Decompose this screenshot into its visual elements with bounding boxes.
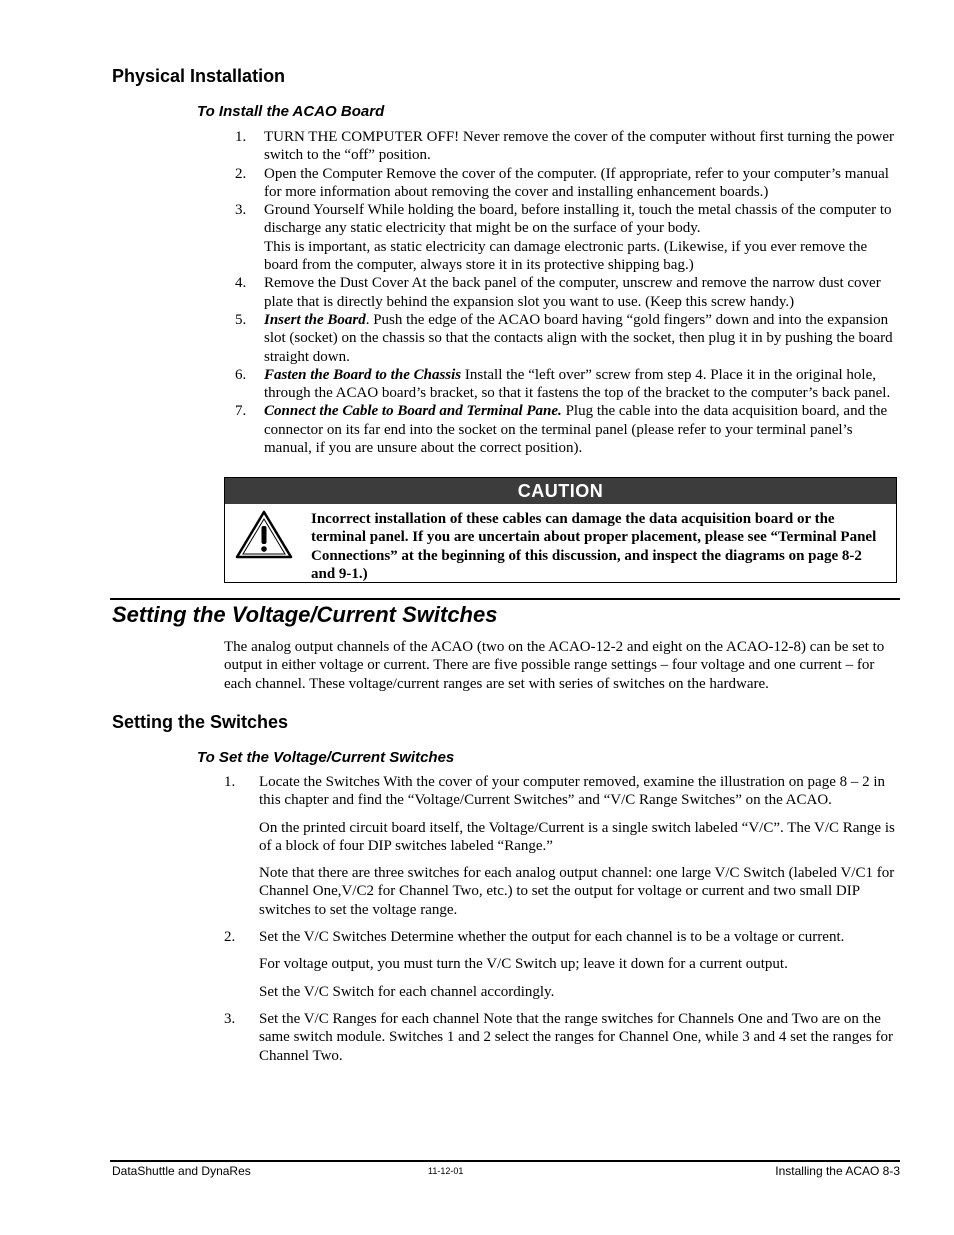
caution-text: Incorrect installation of these cables can damage the data acquisition board or the terminal panel. If you are uncertain about proper placement, please see “Terminal Panel Connections” at the beginning of this discussion, and inspect the diagrams on page 8-2 and 9-1.) — [311, 511, 877, 582]
step-lead: Fasten the Board to the Chassis — [264, 366, 462, 383]
step-number: 1. — [235, 129, 247, 145]
step-paragraph: For voltage output, you must turn the V/C Switch up; leave it down for a current output. — [259, 956, 788, 973]
list-item — [235, 274, 900, 311]
section-divider — [110, 598, 900, 600]
list-item — [235, 366, 900, 403]
step-number: 3. — [224, 1010, 236, 1027]
caution-title: CAUTION — [225, 478, 896, 504]
step-paragraph: Locate the Switches With the cover of your computer removed, examine the illustration on page 8 – 2 in this chapter and find the “Voltage/Current Switches” and “V/C Range Switches” on the ACAO. — [259, 774, 886, 809]
install-steps-list — [235, 128, 900, 457]
warning-triangle-icon — [235, 510, 293, 560]
list-item — [235, 311, 900, 366]
step-lead: Insert the Board — [264, 311, 366, 328]
step-paragraph: Set the V/C Switches Determine whether the output for each channel is to be a voltage or current. — [259, 929, 845, 946]
footer-divider — [110, 1160, 900, 1162]
list-item — [224, 1010, 900, 1074]
step-text: Open the Computer Remove the cover of the computer. (If appropriate, refer to your computer’s manual for more information about removing the cover and installing enhancement boards.) — [264, 165, 889, 200]
intro-paragraph: The analog output channels of the ACAO (two on the ACAO-12-2 and eight on the ACAO-12-8) can be set to output in either voltage or current. There are five possible range settings – four voltage and one current – for each channel. These voltage/current ranges are set with series of switches on the hardware. — [224, 639, 885, 692]
step-number: 6. — [235, 366, 247, 383]
list-item — [235, 128, 900, 165]
step-text: Remove the Dust Cover At the back panel of the computer, unscrew and remove the narrow dust cover plate that is directly behind the expansion slot you want to use. (Keep this screw handy.) — [264, 275, 881, 310]
step-text: Ground Yourself While holding the board, before installing it, touch the metal chassis of the computer to discharge any static electricity that might be on the surface of your body. — [264, 202, 892, 237]
section-heading-voltage-current: Setting the Voltage/Current Switches — [112, 602, 498, 627]
step-number: 1. — [224, 774, 236, 790]
step-number: 4. — [235, 275, 247, 292]
step-text: Install the “left over” screw from step 4. Place it in the original hole, through the ACAO board’s bracket, so that it fastens the top of the bracket to the computer’s back panel. — [264, 366, 891, 402]
step-paragraph: Set the V/C Ranges for each channel Note that the range switches for Channels One and Two are on the same switch module. Switches 1 and 2 select the ranges for Channel One, while 3 and 4 set the ranges for Channel Two. — [259, 1010, 893, 1064]
step-number: 7. — [235, 403, 247, 420]
list-item — [224, 928, 900, 1010]
caution-box — [224, 477, 897, 583]
step-text: . Push the edge of the ACAO board having “gold fingers” down and into the expansion slot (socket) on the chassis so that the contacts align with the socket, then plug it in by pushing the board straight down. — [264, 311, 893, 365]
footer-date: 11-12-01 — [428, 1166, 464, 1176]
list-item — [235, 402, 900, 457]
subheading-install-acao-board: To Install the ACAO Board — [197, 103, 385, 120]
switch-steps-list — [224, 773, 900, 1074]
list-item — [235, 201, 900, 274]
step-number: 2. — [224, 929, 236, 946]
step-paragraph: On the printed circuit board itself, the Voltage/Current is a single switch labeled “V/C”. The V/C Range is of a block of four DIP switches labeled “Range.” — [259, 819, 895, 854]
step-note: This is important, as static electricity can damage electronic parts. (Likewise, if you ever remove the board from the computer, always store it in its protective shipping bag.) — [264, 238, 868, 274]
footer-book-title: DataShuttle and DynaRes — [112, 1164, 251, 1178]
step-number: 3. — [235, 202, 247, 219]
step-paragraph: Note that there are three switches for each analog output channel: one large V/C Switch (labeled V/C1 for Channel One,V/C2 for Channel Two, etc.) to set the output for voltage or current and two small DIP switches to set the voltage range. — [259, 865, 895, 918]
step-text: TURN THE COMPUTER OFF! Never remove the cover of the computer without first turning the power switch to the “off” position. — [264, 129, 895, 164]
list-item — [235, 165, 900, 202]
step-text: Plug the cable into the data acquisition board, and the connector on its far end into the socket on the terminal panel (please refer to your terminal panel’s manual, if you are unsure about the correct position). — [264, 403, 888, 457]
list-item — [224, 773, 900, 928]
step-number: 2. — [235, 165, 247, 182]
step-number: 5. — [235, 311, 247, 328]
subheading-set-switches: To Set the Voltage/Current Switches — [197, 749, 455, 766]
step-paragraph: Set the V/C Switch for each channel accordingly. — [259, 983, 555, 1000]
step-lead: Connect the Cable to Board and Terminal Pane. — [264, 403, 562, 420]
section-heading-setting-switches: Setting the Switches — [112, 712, 289, 732]
footer-page-number: Installing the ACAO 8-3 — [775, 1164, 900, 1178]
section-heading-physical-installation: Physical Installation — [112, 66, 286, 86]
